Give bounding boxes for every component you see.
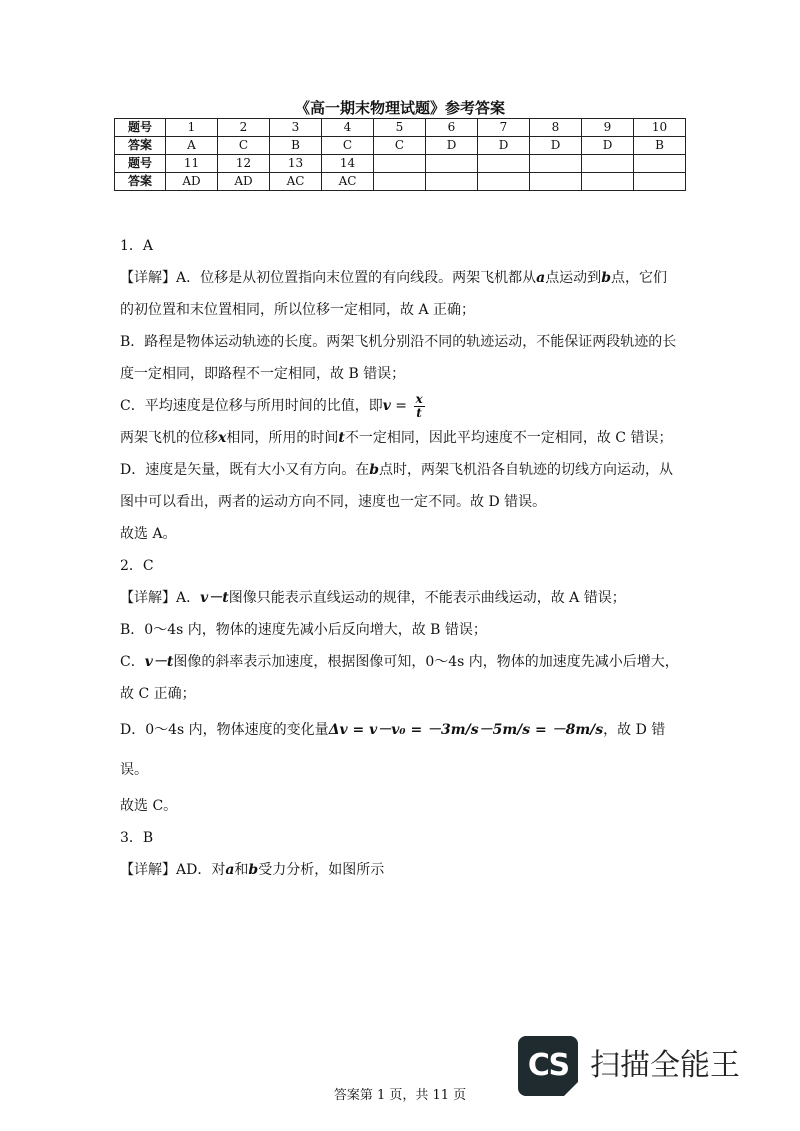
table-cell: 1 bbox=[166, 119, 218, 137]
q1-conclusion: 故选 A。 bbox=[120, 526, 177, 542]
q3-heading: 3．B bbox=[120, 830, 154, 846]
table-cell: AC bbox=[322, 173, 374, 191]
table-cell: 10 bbox=[634, 119, 686, 137]
row-label: 答案 bbox=[115, 137, 166, 155]
table-cell bbox=[374, 173, 426, 191]
table-cell: 8 bbox=[530, 119, 582, 137]
row-label: 题号 bbox=[115, 119, 166, 137]
table-cell: 5 bbox=[374, 119, 426, 137]
q2-detail-c-cont: 故 C 正确； bbox=[120, 686, 196, 702]
table-cell bbox=[426, 155, 478, 173]
table-cell bbox=[478, 173, 530, 191]
q1-detail-b-cont: 度一定相同，即路程不一定相同，故 B 错误； bbox=[120, 366, 406, 382]
velocity-fraction: $\frac{x}{t}$ bbox=[415, 391, 423, 420]
table-cell: 2 bbox=[218, 119, 270, 137]
q1-heading: 1．A bbox=[120, 238, 154, 254]
table-cell: A bbox=[166, 137, 218, 155]
table-cell: AD bbox=[218, 173, 270, 191]
table-cell: D bbox=[478, 137, 530, 155]
document-title: 《高一期末物理试题》参考答案 bbox=[294, 99, 505, 117]
q2-heading: 2．C bbox=[120, 558, 154, 574]
delta-v-formula: Δv = v－v₀ = －3m/s－5m/s = －8m/s bbox=[328, 722, 604, 738]
q2-detail-d: D．0～4s 内，物体速度的变化量Δv = v－v₀ = －3m/s－5m/s = －8m/s，故 D 错误。 bbox=[120, 722, 666, 778]
table-cell bbox=[582, 155, 634, 173]
table-cell: D bbox=[582, 137, 634, 155]
table-cell: 3 bbox=[270, 119, 322, 137]
table-cell bbox=[478, 155, 530, 173]
table-cell: 11 bbox=[166, 155, 218, 173]
table-cell: 6 bbox=[426, 119, 478, 137]
table-cell bbox=[530, 155, 582, 173]
camscanner-watermark-text: 扫描全能王 bbox=[590, 1048, 740, 1083]
q2-detail-b: B．0～4s 内，物体的速度先减小后反向增大，故 B 错误； bbox=[120, 622, 487, 638]
row-label: 答案 bbox=[115, 173, 166, 191]
q1-detail-a: 【详解】A．位移是从初位置指向末位置的有向线段。两架飞机都从a点运动到b点，它们 bbox=[120, 270, 667, 286]
q1-detail-d: D．速度是矢量，既有大小又有方向。在b点时，两架飞机沿各自轨迹的切线方向运动，从 bbox=[120, 462, 674, 478]
q2-detail-c: C．v－t图像的斜率表示加速度，根据图像可知，0～4s 内，物体的加速度先减小后增大， bbox=[120, 654, 679, 670]
table-row bbox=[115, 155, 686, 173]
q1-detail-b: B．路程是物体运动轨迹的长度。两架飞机分别沿不同的轨迹运动，不能保证两段轨迹的长 bbox=[120, 334, 677, 350]
q1-detail-c-cont: 两架飞机的位移x相同，所用的时间t不一定相同，因此平均速度不一定相同，故 C 错误； bbox=[120, 430, 673, 446]
table-cell: D bbox=[530, 137, 582, 155]
table-cell: 14 bbox=[322, 155, 374, 173]
table-cell bbox=[634, 155, 686, 173]
table-cell: 9 bbox=[582, 119, 634, 137]
q2-detail-a: 【详解】A．v－t图像只能表示直线运动的规律，不能表示曲线运动，故 A 错误； bbox=[120, 590, 626, 606]
table-cell: 13 bbox=[270, 155, 322, 173]
table-cell: B bbox=[270, 137, 322, 155]
table-cell bbox=[426, 173, 478, 191]
q1-detail-d-cont: 图中可以看出，两者的运动方向不同，速度也一定不同。故 D 错误。 bbox=[120, 494, 547, 510]
camscanner-logo: CS bbox=[518, 1036, 578, 1096]
q1-detail-a-cont: 的初位置和末位置相同，所以位移一定相同，故 A 正确； bbox=[120, 302, 476, 318]
table-cell bbox=[374, 155, 426, 173]
page-footer: 答案第 1 页，共 11 页 bbox=[333, 1088, 467, 1103]
table-cell: B bbox=[634, 137, 686, 155]
table-cell bbox=[582, 173, 634, 191]
table-cell bbox=[530, 173, 582, 191]
table-cell bbox=[634, 173, 686, 191]
q3-detail: 【详解】AD．对a和b受力分析，如图所示 bbox=[120, 862, 385, 878]
table-cell: C bbox=[322, 137, 374, 155]
answer-table bbox=[114, 118, 686, 191]
table-cell: C bbox=[218, 137, 270, 155]
table-cell: AC bbox=[270, 173, 322, 191]
answer-explanations bbox=[120, 230, 690, 886]
table-cell: 4 bbox=[322, 119, 374, 137]
table-cell: 7 bbox=[478, 119, 530, 137]
table-row bbox=[115, 137, 686, 155]
table-row bbox=[115, 173, 686, 191]
table-cell: D bbox=[426, 137, 478, 155]
table-cell: C bbox=[374, 137, 426, 155]
table-cell: AD bbox=[166, 173, 218, 191]
row-label: 题号 bbox=[115, 155, 166, 173]
q1-detail-c: C．平均速度是位移与所用时间的比值，即v = $\frac{x}{t}$ bbox=[120, 391, 423, 420]
table-row bbox=[115, 119, 686, 137]
table-cell: 12 bbox=[218, 155, 270, 173]
q2-conclusion: 故选 C。 bbox=[120, 798, 178, 814]
